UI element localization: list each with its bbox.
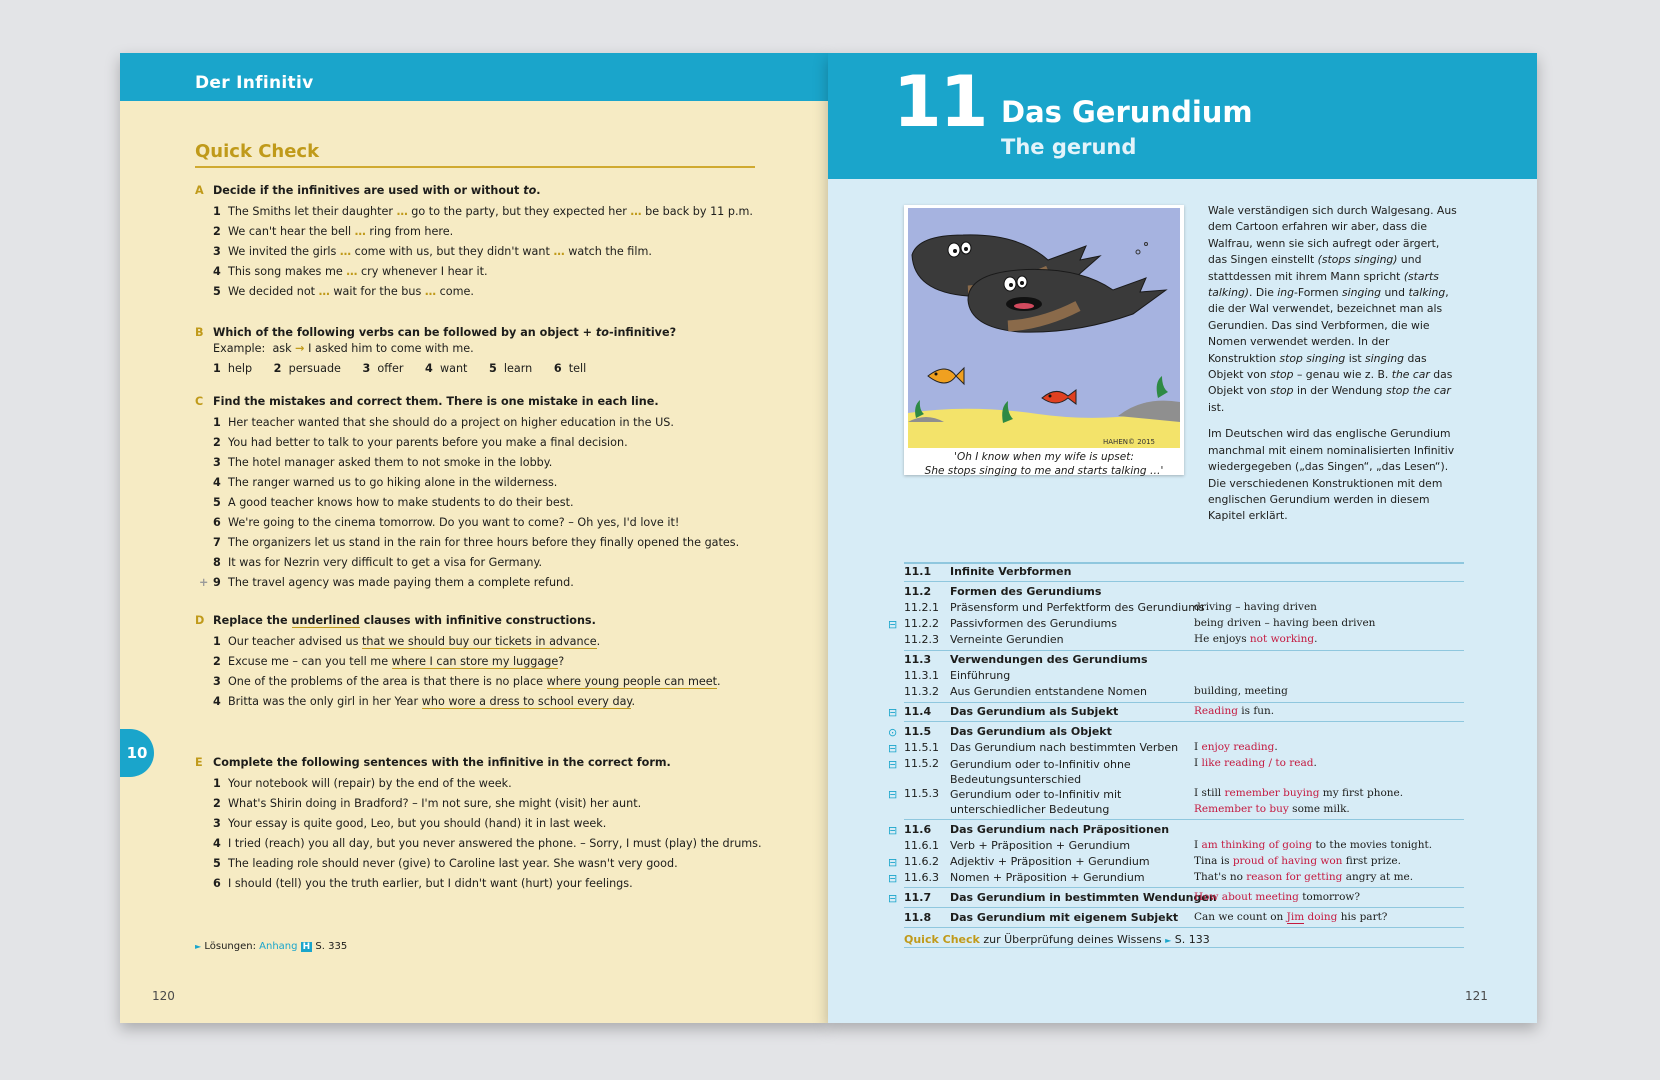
media-icon[interactable]: ⊟: [888, 788, 898, 801]
toc-number: 11.5: [904, 725, 932, 738]
toc-number: 11.5.2: [904, 757, 939, 770]
media-icon[interactable]: ⊟: [888, 892, 898, 905]
toc-example: That's no reason for getting angry at me.: [1194, 871, 1414, 883]
toc-title: Infinite Verbformen: [950, 565, 1072, 578]
toc-title: Das Gerundium mit eigenem Subjekt: [950, 911, 1179, 924]
exercise-line: 5 We decided not … wait for the bus … come.: [213, 285, 474, 298]
toc-example: How about meeting tomorrow?: [1194, 891, 1361, 903]
toc-number: 11.6.2: [904, 855, 939, 868]
left-page: [120, 53, 828, 1023]
toc-title: Einführung: [950, 669, 1011, 682]
exercise-instruction: Decide if the infinitives are used with or without to.: [213, 184, 541, 197]
exercise-letter: A: [195, 184, 204, 197]
exercise-line: 3 Your essay is quite good, Leo, but you should (hand) it in last week.: [213, 817, 607, 830]
exercise-line: 4 This song makes me … cry whenever I hear it.: [213, 265, 488, 278]
toc-separator: [904, 721, 1464, 722]
gap-marker: …: [630, 205, 642, 218]
toc-title: Verwendungen des Gerundiums: [950, 653, 1148, 666]
exercise-letter: B: [195, 326, 204, 339]
toc-separator: [904, 907, 1464, 908]
cartoon-caption: 'Oh I know when my wife is upset: She stops singing to me and starts talking …': [924, 451, 1164, 477]
toc-number: 11.3: [904, 653, 932, 666]
arrow-icon: →: [295, 342, 305, 355]
toc-example: being driven – having been driven: [1194, 617, 1376, 629]
toc-row[interactable]: [904, 565, 1464, 581]
gap-marker: …: [318, 285, 330, 298]
toc-row[interactable]: [904, 839, 1464, 855]
triangle-right-icon: ►: [1165, 936, 1172, 945]
toc-example: Remember to buy some milk.: [1194, 803, 1350, 815]
intro-paragraph-1: Wale verständigen sich durch Walgesang. Aus dem Cartoon erfahren wir aber, dass die Walfrau, wenn sie sich aufregt oder ärgert, das Singen einstellt (stops singing) und stattdessen mit ihrem Mann spricht (starts talking). Die ing-Formen singing und talking, die der Wal verwendet, bezeichnet man als Gerundien. Das sind Verbformen, die wie Nomen verwendet werden. In der Konstruktion stop singing ist singing das Objekt von stop – genau wie z. B. the car das Objekt von stop in der Wendung stop the car ist.: [1208, 204, 1457, 414]
toc-number: 11.7: [904, 891, 932, 904]
exercise-line: 4 I tried (reach) you all day, but you never answered the phone. – Sorry, I must (play) the drums.: [213, 837, 762, 850]
toc-title: Verb + Präposition + Gerundium: [950, 839, 1131, 852]
gap-marker: …: [354, 225, 366, 238]
toc-number: 11.5.1: [904, 741, 939, 754]
toc-title: Das Gerundium in bestimmten Wendungen: [950, 891, 1217, 904]
exercise-line: 6 We're going to the cinema tomorrow. Do you want to come? – Oh yes, I'd love it!: [213, 516, 680, 529]
cartoon-signature: HAHEN© 2015: [1103, 438, 1156, 446]
toc-separator: [904, 562, 1464, 564]
toc-title: Passivformen des Gerundiums: [950, 617, 1117, 630]
toc-row[interactable]: [904, 601, 1464, 617]
chapter-number: 11: [893, 61, 987, 143]
play-icon[interactable]: ⊙: [888, 726, 898, 739]
exercise-line: 3 One of the problems of the area is that there is no place where young people can meet.: [213, 675, 721, 688]
exercise-line: 2 You had better to talk to your parents before you make a final decision.: [213, 436, 628, 449]
exercise-line: + 9 The travel agency was made paying them a complete refund.: [199, 576, 574, 589]
exercise-line: 1 The Smiths let their daughter … go to the party, but they expected her … be back by 11 p.m.: [213, 205, 753, 218]
exercise-letter: E: [195, 756, 203, 769]
exercise-line: 2 Excuse me – can you tell me where I can store my luggage?: [213, 655, 565, 668]
exercise-line: 5 The leading role should never (give) to Caroline last year. She wasn't very good.: [213, 857, 678, 870]
toc-number: 11.6.3: [904, 871, 939, 884]
toc-title: Das Gerundium nach Präpositionen: [950, 823, 1170, 836]
toc-number: 11.1: [904, 565, 932, 578]
exercise-line: 1 Your notebook will (repair) by the end of the week.: [213, 777, 512, 790]
exercise-letter: C: [195, 395, 204, 408]
toc-title: Das Gerundium als Subjekt: [950, 705, 1119, 718]
toc-title: Formen des Gerundiums: [950, 585, 1102, 598]
toc-row[interactable]: [888, 891, 1464, 907]
toc-title: Das Gerundium als Objekt: [950, 725, 1112, 738]
intro-text: [1208, 203, 1458, 535]
gap-marker: …: [346, 265, 358, 278]
toc-number: 11.2.2: [904, 617, 939, 630]
toc-row[interactable]: [904, 685, 1464, 701]
toc-example: I still remember buying my first phone.: [1194, 787, 1404, 799]
toc-number: 11.5.3: [904, 787, 939, 800]
toc-example: Reading is fun.: [1194, 705, 1275, 717]
toc-title: Präsensform und Perfektform des Gerundiums: [950, 601, 1205, 614]
toc-number: 11.2: [904, 585, 932, 598]
running-header: [120, 53, 828, 101]
toc-title: Nomen + Präposition + Gerundium: [950, 871, 1145, 884]
toc-example: building, meeting: [1194, 685, 1288, 697]
exercise-letter: D: [195, 614, 205, 627]
toc-row[interactable]: [888, 871, 1464, 887]
media-icon[interactable]: ⊟: [888, 758, 898, 771]
toc-number: 11.6: [904, 823, 932, 836]
toc-title: Gerundium oder to-Infinitiv ohne Bedeutungsunterschied: [950, 758, 1131, 786]
toc-number: 11.2.3: [904, 633, 939, 646]
exercise-instruction: Replace the underlined clauses with infinitive constructions.: [213, 614, 596, 627]
chapter-subtitle: The gerund: [1001, 135, 1137, 159]
toc-separator: [904, 927, 1464, 928]
appendix-badge: H: [302, 942, 311, 952]
right-page: [828, 53, 1537, 1023]
page-number: 120: [152, 989, 175, 1003]
exercise-line: 6 I should (tell) you the truth earlier, but I didn't want (hurt) your feelings.: [213, 877, 633, 890]
toc-title: Adjektiv + Präposition + Gerundium: [950, 855, 1150, 868]
media-icon[interactable]: ⊟: [888, 872, 898, 885]
page-number: 121: [1465, 989, 1488, 1003]
toc-example: I enjoy reading.: [1194, 741, 1278, 753]
toc-row[interactable]: [888, 855, 1464, 871]
media-icon[interactable]: ⊟: [888, 856, 898, 869]
quick-check-title: Quick Check: [195, 141, 320, 162]
toc-number: 11.2.1: [904, 601, 939, 614]
exercise-instruction: Complete the following sentences with the infinitive in the correct form.: [213, 756, 671, 769]
toc-separator: [904, 819, 1464, 820]
toc-separator: [904, 650, 1464, 651]
exercise-line: 1 Our teacher advised us that we should buy our tickets in advance.: [213, 635, 601, 648]
toc-title: Das Gerundium nach bestimmten Verben: [950, 741, 1179, 754]
toc-row[interactable]: [888, 617, 1464, 633]
chapter-header: [828, 53, 1537, 179]
toc-row[interactable]: [904, 633, 1464, 649]
toc-row[interactable]: [888, 741, 1464, 757]
toc-separator: [904, 887, 1464, 888]
exercise-line: 1 Her teacher wanted that she should do a project on higher education in the US.: [213, 416, 674, 429]
toc-example: I am thinking of going to the movies tonight.: [1194, 839, 1433, 851]
intro-paragraph-2: Im Deutschen wird das englische Gerundium manchmal mit einem nominalisierten Infinitiv wiedergegeben („das Singen“, „das Lesen“). Die verschiedenen Konstruktionen mit dem englischen Gerundium werden in diesem Kapitel erklärt.: [1208, 427, 1455, 523]
toc-number: 11.8: [904, 911, 932, 924]
media-icon[interactable]: ⊟: [888, 706, 898, 719]
toc-title: Aus Gerundien entstandene Nomen: [950, 685, 1147, 698]
exercise-line: 7 The organizers let us stand in the rain for three hours before they finally opened the gates.: [213, 536, 740, 549]
media-icon[interactable]: ⊟: [888, 824, 898, 837]
toc-number: 11.6.1: [904, 839, 939, 852]
toc-title: Gerundium oder to-Infinitiv mit unterschiedlicher Bedeutung: [950, 788, 1122, 816]
toc-row[interactable]: [888, 757, 1464, 786]
whale-cartoon-image: [908, 208, 1180, 448]
exercise-instruction: Find the mistakes and correct them. There is one mistake in each line.: [213, 395, 659, 408]
toc-separator: [904, 947, 1464, 948]
plus-icon: +: [199, 576, 209, 589]
exercise-line: 3 The hotel manager asked them to not smoke in the lobby.: [213, 456, 553, 469]
toc-example: Tina is proud of having won first prize.: [1194, 855, 1401, 867]
exercise-line: 5 A good teacher knows how to make students to do their best.: [213, 496, 574, 509]
toc-row[interactable]: [904, 585, 1464, 601]
toc-example: I like reading / to read.: [1194, 757, 1317, 769]
toc-row[interactable]: [904, 669, 1464, 685]
toc-row[interactable]: [904, 653, 1464, 669]
toc-number: 11.3.1: [904, 669, 939, 682]
running-header-title: Der Infinitiv: [195, 73, 314, 93]
whale-cartoon: [904, 205, 1184, 475]
exercise-line: 2 What's Shirin doing in Bradford? – I'm not sure, she might (visit) her aunt.: [213, 797, 642, 810]
gap-marker: …: [396, 205, 408, 218]
toc-example: He enjoys not working.: [1194, 633, 1318, 645]
solutions-link[interactable]: Anhang: [259, 941, 298, 952]
toc-number: 11.4: [904, 705, 932, 718]
gap-marker: …: [339, 245, 352, 258]
toc-row[interactable]: [888, 787, 1464, 816]
toc-separator: [904, 702, 1464, 703]
exercise-line: 3 We invited the girls … come with us, but they didn't want … watch the film.: [213, 245, 652, 258]
solutions-reference: ► Lösungen: Anhang H S. 335: [195, 941, 348, 952]
gap-marker: …: [553, 245, 565, 258]
toc-title: Verneinte Gerundien: [950, 633, 1064, 646]
exercise-line: 2 We can't hear the bell … ring from here.: [213, 225, 454, 238]
gap-marker: …: [424, 285, 437, 298]
exercise-instruction: Which of the following verbs can be followed by an object + to-infinitive?: [213, 326, 677, 339]
toc-number: 11.3.2: [904, 685, 939, 698]
media-icon[interactable]: ⊟: [888, 742, 898, 755]
quick-check-rule: [195, 166, 755, 168]
toc-row[interactable]: [888, 705, 1464, 721]
quick-check-reference[interactable]: Quick Check zur Überprüfung deines Wissens ► S. 133: [904, 933, 1210, 946]
exercise-line: 4 The ranger warned us to go hiking alone in the wilderness.: [213, 476, 558, 489]
chapter-tab: 10: [120, 729, 154, 777]
exercise-example: Example: ask → I asked him to come with me.: [213, 342, 474, 355]
toc-example: driving – having driven: [1194, 601, 1317, 613]
chapter-title: Das Gerundium: [1001, 95, 1253, 129]
toc-example: Can we count on Jim doing his part?: [1194, 911, 1388, 923]
exercise-line: 4 Britta was the only girl in her Year who wore a dress to school every day.: [213, 695, 636, 708]
toc-row[interactable]: [904, 911, 1464, 927]
toc-separator: [904, 581, 1464, 582]
triangle-right-icon: ►: [195, 942, 202, 951]
toc-row[interactable]: [888, 725, 1464, 741]
toc-row[interactable]: [888, 823, 1464, 839]
exercise-line: 8 It was for Nezrin very difficult to get a visa for Germany.: [213, 556, 543, 569]
exercise-options: 1 help 2 persuade 3 offer 4 want 5 learn 6 tell: [213, 362, 587, 375]
media-icon[interactable]: ⊟: [888, 618, 898, 631]
